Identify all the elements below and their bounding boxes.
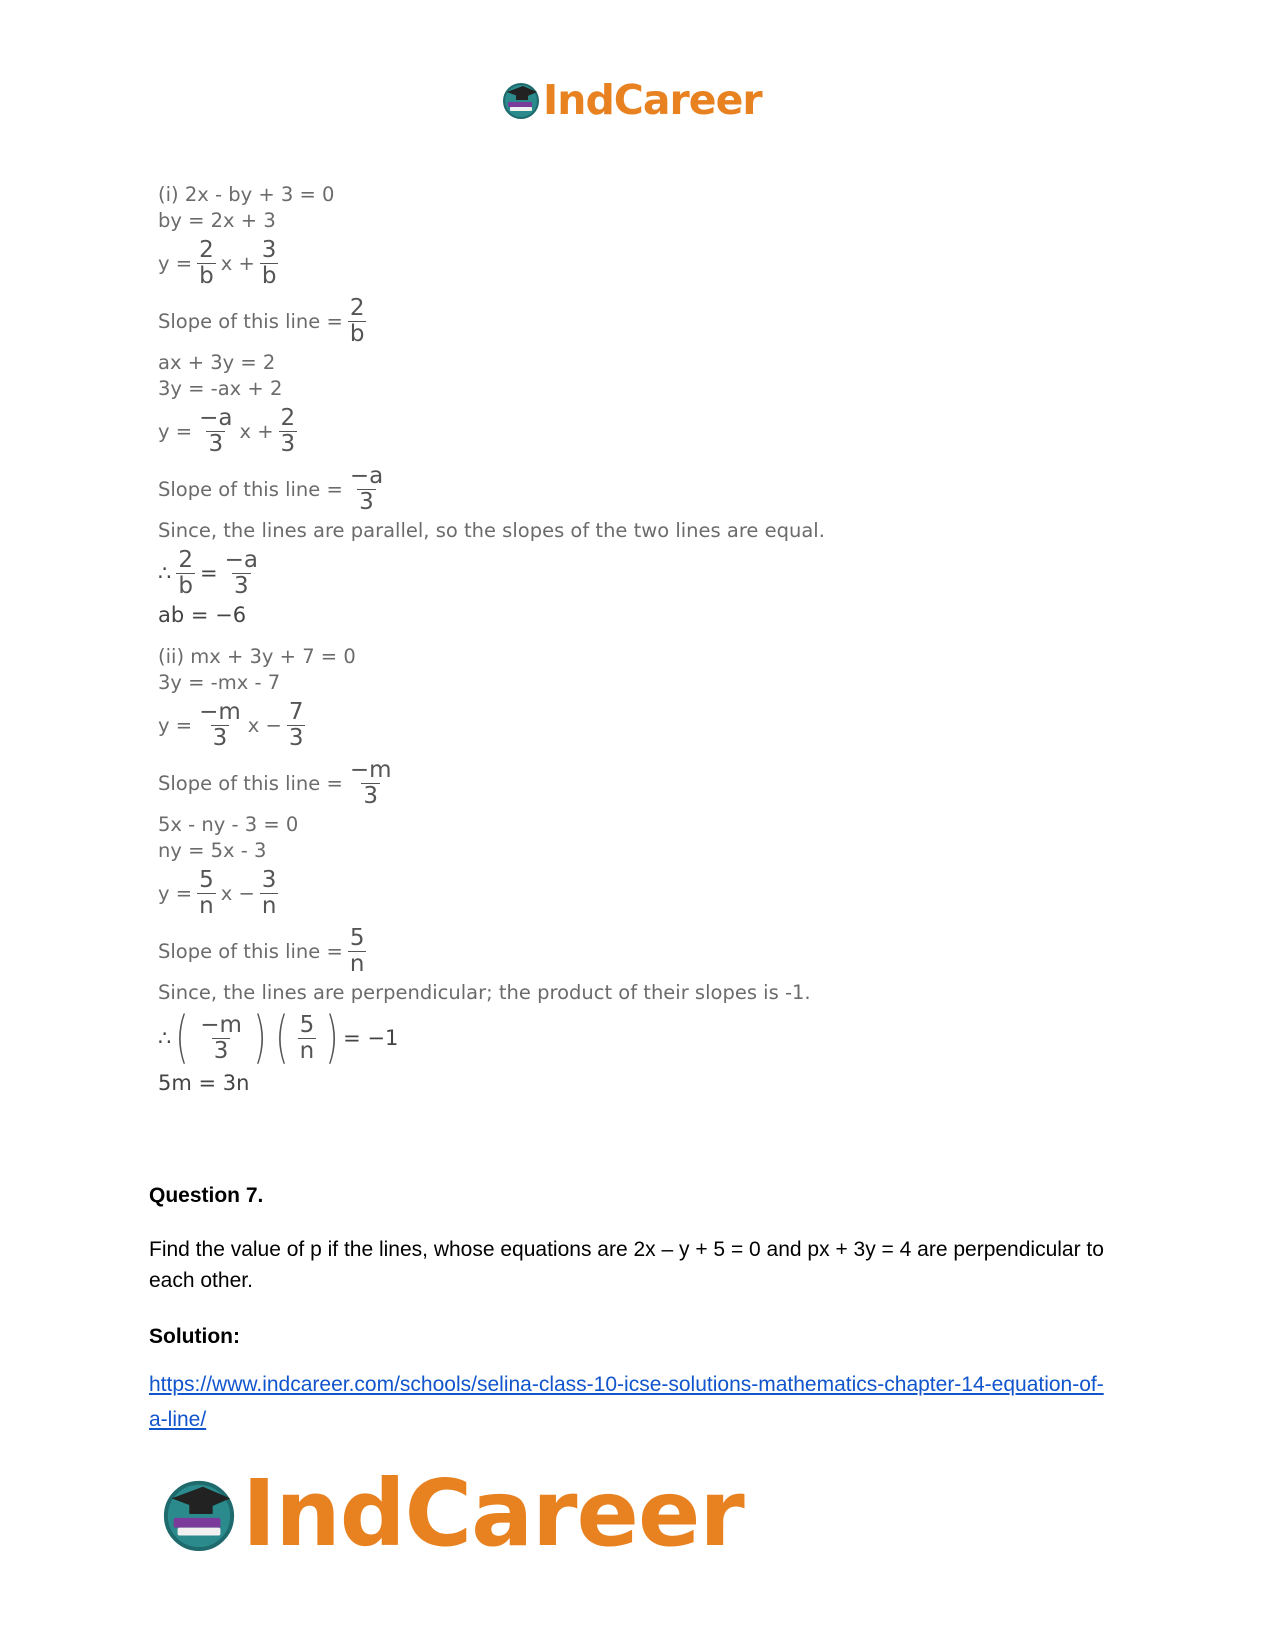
math-line: ax + 3y = 2 bbox=[158, 351, 276, 374]
solution-title: Solution: bbox=[149, 1325, 240, 1348]
fraction: $\frac{5}{n}$ bbox=[199, 866, 214, 919]
logo-wordmark: IndCareer bbox=[242, 1460, 744, 1567]
math-equation bbox=[158, 402, 918, 460]
fraction: $\frac{7}{3}$ bbox=[288, 698, 304, 751]
fraction: $\frac{-m}{3}$ bbox=[349, 756, 392, 809]
equation-prefix: y = bbox=[158, 251, 193, 275]
logo-wordmark: IndCareer bbox=[543, 76, 762, 124]
math-equation bbox=[158, 460, 918, 518]
math-line: Since, the lines are parallel, so the slopes of the two lines are equal. bbox=[158, 519, 825, 542]
equals-sign: = bbox=[200, 561, 218, 585]
fraction: $\frac{2}{b}$ bbox=[199, 236, 214, 289]
fraction: $\frac{-m}{3}$ bbox=[200, 1011, 242, 1064]
equation-prefix: y = bbox=[158, 419, 193, 443]
math-line: 3y = -ax + 2 bbox=[158, 377, 283, 400]
operator: x − bbox=[220, 881, 255, 905]
fraction: $\frac{3}{b}$ bbox=[261, 236, 277, 289]
math-equation bbox=[158, 922, 918, 980]
math-result: ab = −6 bbox=[158, 603, 247, 627]
parenthesized-fraction: ( $\frac{5}{n}$ ) bbox=[275, 1005, 339, 1070]
product-rhs: = −1 bbox=[343, 1026, 399, 1050]
math-line: 3y = -mx - 7 bbox=[158, 671, 281, 694]
fraction: $\frac{-a}{3}$ bbox=[224, 546, 258, 599]
math-result: 5m = 3n bbox=[158, 1071, 250, 1095]
math-line: by = 2x + 3 bbox=[158, 209, 276, 232]
therefore-symbol: ∴ bbox=[158, 1026, 172, 1050]
parenthesized-fraction: ( $\frac{-m}{3}$ ) bbox=[175, 1005, 267, 1070]
equation-prefix: y = bbox=[158, 713, 193, 737]
math-line: (ii) mx + 3y + 7 = 0 bbox=[158, 645, 356, 668]
fraction: $\frac{5}{n}$ bbox=[349, 924, 365, 977]
slope-label: Slope of this line = bbox=[158, 477, 343, 501]
operator: x + bbox=[239, 419, 274, 443]
math-equation bbox=[158, 1006, 918, 1070]
question-body: Find the value of p if the lines, whose equations are 2x – y + 5 = 0 and px + 3y = 4 are perpendicular to each other. bbox=[149, 1238, 1104, 1292]
operator: x − bbox=[247, 713, 282, 737]
math-solution bbox=[158, 182, 918, 1096]
math-equation bbox=[158, 864, 918, 922]
fraction: $\frac{-a}{3}$ bbox=[199, 404, 233, 457]
solution-link[interactable]: https://www.indcareer.com/schools/selina-class-10-icse-solutions-mathematics-chapter-14-equation-of-a-line/ bbox=[149, 1373, 1104, 1431]
fraction: $\frac{-a}{3}$ bbox=[349, 462, 384, 515]
header-logo bbox=[501, 76, 762, 124]
equation-prefix: y = bbox=[158, 881, 193, 905]
math-line: (i) 2x - by + 3 = 0 bbox=[158, 183, 335, 206]
math-equation bbox=[158, 292, 918, 350]
math-line: Since, the lines are perpendicular; the product of their slopes is -1. bbox=[158, 981, 811, 1004]
logo-icon bbox=[160, 1475, 238, 1553]
math-equation bbox=[158, 234, 918, 292]
math-line: 5x - ny - 3 = 0 bbox=[158, 813, 299, 836]
logo-icon bbox=[501, 80, 541, 120]
question-title: Question 7. bbox=[149, 1184, 264, 1207]
footer-logo bbox=[160, 1460, 744, 1567]
math-equation bbox=[158, 696, 918, 754]
fraction: $\frac{-m}{3}$ bbox=[199, 698, 241, 751]
fraction: $\frac{5}{n}$ bbox=[299, 1011, 315, 1064]
fraction: $\frac{2}{b}$ bbox=[349, 294, 365, 347]
slope-label: Slope of this line = bbox=[158, 309, 343, 333]
operator: x + bbox=[220, 251, 255, 275]
slope-label: Slope of this line = bbox=[158, 771, 343, 795]
math-equation bbox=[158, 544, 918, 602]
fraction: $\frac{3}{n}$ bbox=[261, 866, 277, 919]
fraction: $\frac{2}{3}$ bbox=[280, 404, 296, 457]
math-equation bbox=[158, 754, 918, 812]
fraction: $\frac{2}{b}$ bbox=[178, 546, 194, 599]
therefore-symbol: ∴ bbox=[158, 561, 172, 585]
math-line: ny = 5x - 3 bbox=[158, 839, 267, 862]
slope-label: Slope of this line = bbox=[158, 939, 343, 963]
